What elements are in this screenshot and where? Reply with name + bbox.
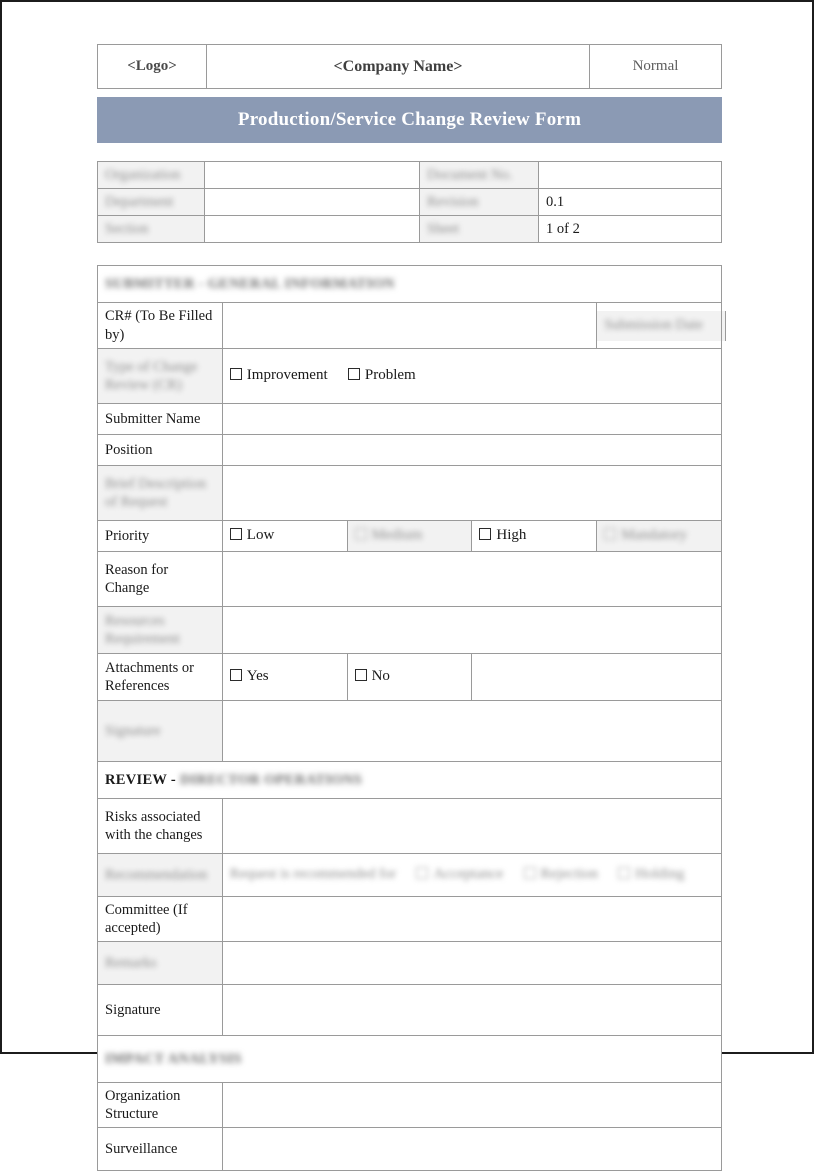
review-heading-prefix: REVIEW - bbox=[105, 771, 180, 788]
table-row bbox=[98, 798, 722, 853]
checkbox-priority-high-inner bbox=[479, 526, 526, 545]
checkbox-priority-medium-inner bbox=[355, 526, 423, 545]
table-row bbox=[98, 348, 722, 403]
document-header-table bbox=[97, 44, 722, 89]
table-row bbox=[98, 941, 722, 984]
form-sheet bbox=[97, 44, 722, 1171]
checkbox-icon bbox=[524, 867, 536, 879]
label-submission-date: Submission Date bbox=[597, 311, 726, 341]
checkbox-attachments-yes[interactable] bbox=[222, 653, 347, 700]
section-header-submitter-cell: SUBMITTER - GENERAL INFORMATION bbox=[98, 266, 722, 303]
meta-value-document-no[interactable] bbox=[539, 162, 722, 189]
section-header-impact-analysis-cell: IMPACT ANALYSIS bbox=[98, 1035, 722, 1082]
checkbox-priority-high[interactable] bbox=[472, 520, 597, 551]
recommendation-prompt: Request is recommended for bbox=[229, 866, 397, 883]
checkbox-attachments-no[interactable] bbox=[347, 653, 472, 700]
field-recommendation bbox=[222, 853, 721, 896]
meta-value-section[interactable] bbox=[205, 216, 420, 243]
field-position[interactable] bbox=[222, 434, 721, 465]
meta-label-organization: Organization bbox=[98, 162, 205, 189]
table-row bbox=[98, 162, 722, 189]
label-priority: Priority bbox=[98, 520, 223, 551]
table-row bbox=[98, 984, 722, 1035]
table-row bbox=[98, 653, 722, 700]
checkbox-icon bbox=[230, 669, 242, 681]
meta-label-revision: Revision bbox=[420, 189, 539, 216]
checkbox-attachments-yes-label: Yes bbox=[246, 668, 269, 685]
table-row bbox=[98, 465, 722, 520]
label-recommendation: Recommendation bbox=[98, 853, 223, 896]
label-surveillance: Surveillance bbox=[98, 1128, 223, 1171]
meta-label-document-no: Document No. bbox=[420, 162, 539, 189]
checkbox-icon bbox=[479, 528, 491, 540]
meta-value-department[interactable] bbox=[205, 189, 420, 216]
page-title: Production/Service Change Review Form bbox=[237, 109, 582, 130]
checkbox-priority-low-label: Low bbox=[246, 527, 275, 544]
checkbox-priority-high-label: High bbox=[496, 527, 527, 544]
meta-label-department: Department bbox=[98, 189, 205, 216]
meta-label-section: Section bbox=[98, 216, 205, 243]
field-type-of-change bbox=[222, 348, 721, 403]
checkbox-attachments-no-label: No bbox=[371, 668, 390, 685]
company-name-placeholder: <Company Name> bbox=[207, 45, 590, 89]
field-risks[interactable] bbox=[222, 798, 721, 853]
checkbox-priority-low[interactable] bbox=[222, 520, 347, 551]
label-type-of-change: Type of Change Review (CR) bbox=[98, 348, 223, 403]
label-submitter-name: Submitter Name bbox=[98, 403, 223, 434]
change-review-form-table bbox=[97, 265, 722, 1171]
field-surveillance[interactable] bbox=[222, 1128, 721, 1171]
label-submitter-signature: Signature bbox=[98, 700, 223, 761]
table-row bbox=[98, 1082, 722, 1127]
table-row bbox=[98, 853, 722, 896]
table-row bbox=[98, 551, 722, 606]
label-resources-requirement: Resources Requirement bbox=[98, 606, 223, 653]
checkbox-acceptance[interactable] bbox=[416, 865, 503, 884]
logo-placeholder: <Logo> bbox=[98, 45, 207, 89]
table-row bbox=[98, 216, 722, 243]
section-header-submitter bbox=[98, 266, 722, 303]
label-attachments-references: Attachments or References bbox=[98, 653, 223, 700]
table-row bbox=[98, 896, 722, 941]
checkbox-icon bbox=[348, 368, 360, 380]
table-row bbox=[98, 189, 722, 216]
checkbox-improvement-label: Improvement bbox=[246, 367, 328, 384]
checkbox-priority-mandatory[interactable] bbox=[597, 520, 722, 551]
table-row bbox=[98, 520, 722, 551]
meta-value-sheet[interactable]: 1 of 2 bbox=[539, 216, 722, 243]
field-committee[interactable] bbox=[222, 896, 721, 941]
field-cr-number[interactable] bbox=[222, 303, 596, 348]
checkbox-holding[interactable] bbox=[618, 865, 684, 884]
label-position: Position bbox=[98, 434, 223, 465]
document-meta-table bbox=[97, 161, 722, 243]
field-submitter-signature[interactable] bbox=[222, 700, 721, 761]
cr-row-right-group bbox=[597, 303, 722, 348]
document-status: Normal bbox=[590, 45, 722, 89]
meta-value-organization[interactable] bbox=[205, 162, 420, 189]
checkbox-icon bbox=[355, 669, 367, 681]
table-row bbox=[98, 700, 722, 761]
checkbox-rejection-label: Rejection bbox=[540, 866, 599, 883]
checkbox-priority-medium-label: Medium bbox=[371, 527, 423, 544]
checkbox-problem-label: Problem bbox=[364, 367, 416, 384]
checkbox-priority-mandatory-label: Mandatory bbox=[621, 527, 688, 544]
checkbox-icon bbox=[618, 867, 630, 879]
label-committee: Committee (If accepted) bbox=[98, 896, 223, 941]
field-reason-for-change[interactable] bbox=[222, 551, 721, 606]
checkbox-icon bbox=[355, 528, 367, 540]
checkbox-priority-low-inner bbox=[230, 526, 275, 545]
checkbox-holding-label: Holding bbox=[635, 866, 685, 883]
field-remarks[interactable] bbox=[222, 941, 721, 984]
checkbox-acceptance-label: Acceptance bbox=[433, 866, 504, 883]
checkbox-rejection[interactable] bbox=[524, 865, 598, 884]
checkbox-problem[interactable] bbox=[348, 366, 416, 385]
table-row bbox=[597, 311, 726, 341]
section-header-review-cell bbox=[98, 761, 722, 798]
table-row bbox=[98, 303, 722, 348]
field-submitter-name[interactable] bbox=[222, 403, 721, 434]
label-brief-description: Brief Description of Request bbox=[98, 465, 223, 520]
label-cr-number: CR# (To Be Filled by) bbox=[98, 303, 223, 348]
checkbox-icon bbox=[604, 528, 616, 540]
field-review-signature[interactable] bbox=[222, 984, 721, 1035]
table-row bbox=[98, 434, 722, 465]
label-reason-for-change: Reason for Change bbox=[98, 551, 223, 606]
section-header-impact-analysis bbox=[98, 1035, 722, 1082]
table-row bbox=[98, 1128, 722, 1171]
checkbox-icon bbox=[230, 528, 242, 540]
label-organization-structure: Organization Structure bbox=[98, 1082, 223, 1127]
checkbox-attachments-no-inner bbox=[355, 667, 390, 686]
checkbox-attachments-yes-inner bbox=[230, 667, 269, 686]
checkbox-improvement[interactable] bbox=[230, 366, 328, 385]
checkbox-icon bbox=[230, 368, 242, 380]
label-risks: Risks associated with the changes bbox=[98, 798, 223, 853]
meta-value-revision[interactable]: 0.1 bbox=[539, 189, 722, 216]
checkbox-priority-mandatory-inner bbox=[604, 526, 687, 545]
field-resources-requirement[interactable] bbox=[222, 606, 721, 653]
field-brief-description[interactable] bbox=[222, 465, 721, 520]
field-organization-structure[interactable] bbox=[222, 1082, 721, 1127]
form-title-band bbox=[97, 97, 722, 143]
table-row bbox=[98, 45, 722, 89]
table-row bbox=[98, 606, 722, 653]
field-attachments-references[interactable] bbox=[472, 653, 722, 700]
review-heading-suffix: DIRECTOR OPERATIONS bbox=[179, 771, 362, 788]
checkbox-priority-medium[interactable] bbox=[347, 520, 472, 551]
label-review-signature: Signature bbox=[98, 984, 223, 1035]
label-remarks: Remarks bbox=[98, 941, 223, 984]
table-row bbox=[98, 403, 722, 434]
meta-label-sheet: Sheet bbox=[420, 216, 539, 243]
section-header-review bbox=[98, 761, 722, 798]
checkbox-icon bbox=[416, 867, 428, 879]
